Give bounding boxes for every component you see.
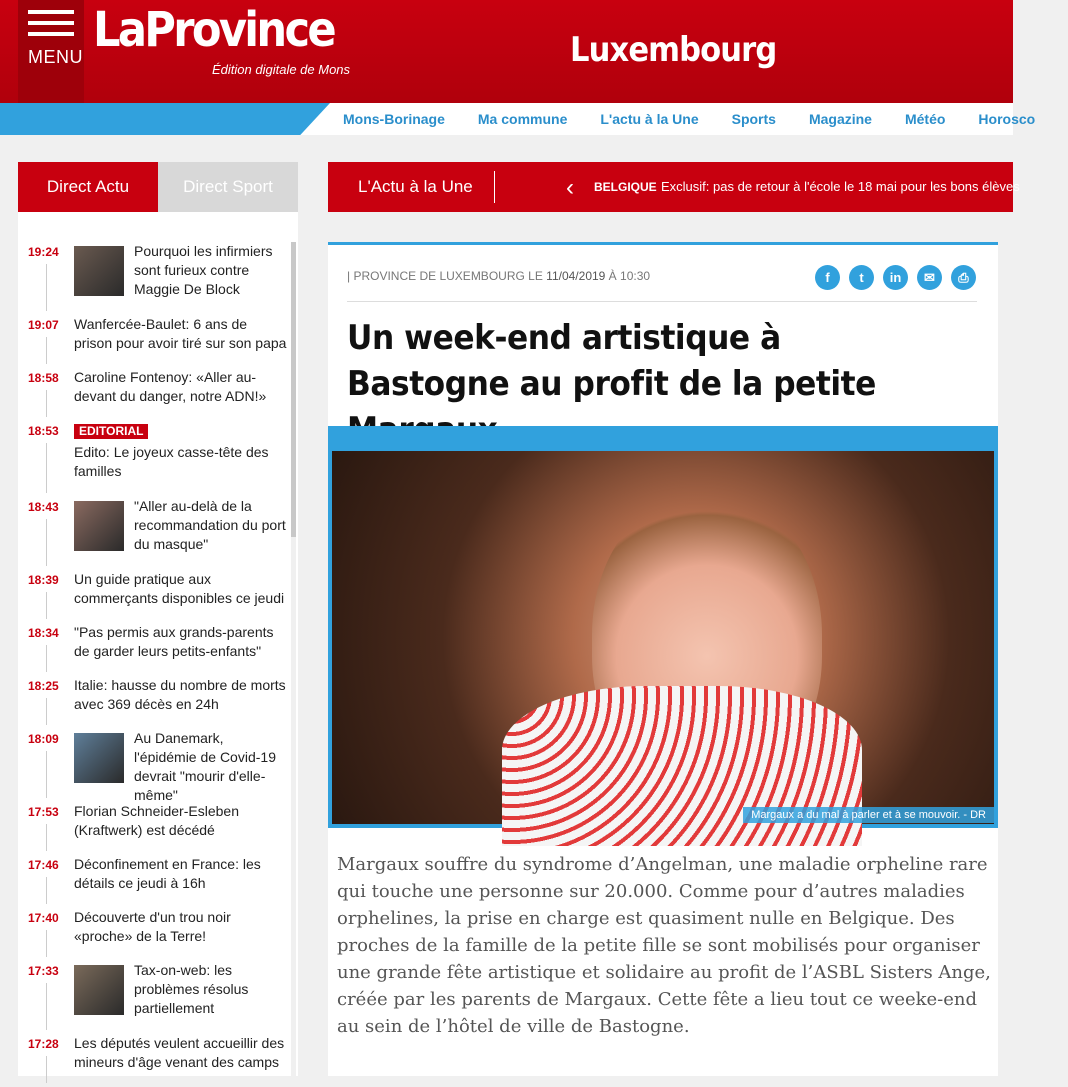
site-header	[0, 0, 1013, 103]
news-headline[interactable]: Wanfercée-Baulet: 6 ans de prison pour avoir tiré sur son papa	[74, 316, 287, 351]
news-thumbnail[interactable]	[74, 246, 124, 296]
list-item[interactable]	[18, 729, 288, 802]
list-item[interactable]	[18, 570, 288, 623]
news-headline[interactable]: Edito: Le joyeux casse-tête des familles	[74, 444, 269, 479]
article	[328, 242, 998, 1076]
nav-item[interactable]: L'actu à la Une	[600, 111, 699, 127]
live-news-panel	[18, 162, 298, 1076]
news-body	[134, 497, 288, 570]
news-time: 18:09	[18, 729, 74, 802]
menu-button[interactable]	[18, 0, 84, 103]
news-headline[interactable]: Caroline Fontenoy: «Aller au-devant du danger, notre ADN!»	[74, 369, 267, 404]
news-list	[18, 242, 288, 1087]
list-item[interactable]	[18, 315, 288, 368]
print-icon[interactable]: ⎙	[951, 265, 976, 290]
site-logo[interactable]: LaProvince	[93, 2, 334, 58]
news-body	[74, 623, 288, 676]
share-buttons	[815, 265, 985, 290]
news-time: 17:33	[18, 961, 74, 1034]
facebook-icon[interactable]: f	[815, 265, 840, 290]
news-time: 18:53	[18, 421, 74, 497]
list-item[interactable]	[18, 623, 288, 676]
news-time: 18:34	[18, 623, 74, 676]
article-meta	[347, 269, 650, 283]
ticker-category: BELGIQUE	[594, 180, 657, 194]
meta-sep: À	[605, 269, 621, 283]
nav-item[interactable]: Mons-Borinage	[343, 111, 445, 127]
linkedin-icon[interactable]: in	[883, 265, 908, 290]
news-body	[74, 908, 288, 961]
news-body	[134, 961, 288, 1034]
news-body	[74, 1034, 288, 1087]
nav-item[interactable]: Magazine	[808, 111, 872, 127]
tab-direct-actu[interactable]: Direct Actu	[18, 162, 158, 212]
meta-date: 11/04/2019	[546, 269, 606, 283]
twitter-icon[interactable]: t	[849, 265, 874, 290]
news-headline[interactable]: "Pas permis aux grands-parents de garder leurs petits-enfants"	[74, 624, 274, 659]
news-headline[interactable]: Découverte d'un trou noir «proche» de la Terre!	[74, 909, 231, 944]
list-item[interactable]	[18, 368, 288, 421]
main-nav	[0, 103, 1036, 135]
news-time: 17:46	[18, 855, 74, 908]
list-item[interactable]	[18, 961, 288, 1034]
list-item[interactable]	[18, 242, 288, 315]
region-title: Luxembourg	[570, 30, 777, 70]
ticker-divider	[494, 171, 495, 203]
ticker-headline[interactable]: Exclusif: pas de retour à l'école le 18 mai pour les bons élèves	[661, 179, 1020, 194]
news-headline[interactable]: Au Danemark, l'épidémie de Covid-19 devrait "mourir d'elle-même"	[134, 730, 276, 803]
news-headline[interactable]: Pourquoi les infirmiers sont furieux contre Maggie De Block	[134, 243, 273, 297]
ticker-label[interactable]: L'Actu à la Une	[358, 177, 473, 196]
headline-ticker	[328, 162, 1020, 212]
chevron-left-icon[interactable]: ‹	[566, 174, 574, 201]
article-photo[interactable]	[332, 451, 994, 824]
news-body	[74, 570, 288, 623]
photo-caption: Margaux a du mal à parler et à se mouvoir. - DR	[743, 807, 994, 823]
news-time: 17:28	[18, 1034, 74, 1087]
news-headline[interactable]: Italie: hausse du nombre de morts avec 369 décès en 24h	[74, 677, 286, 712]
meta-section: | PROVINCE DE LUXEMBOURG LE	[347, 269, 547, 283]
menu-label: MENU	[28, 47, 83, 67]
news-body	[134, 729, 288, 802]
editorial-badge: EDITORIAL	[74, 424, 148, 439]
news-time: 18:39	[18, 570, 74, 623]
news-body	[74, 802, 288, 855]
scrollbar-thumb[interactable]	[291, 242, 296, 537]
article-title: Un week-end artistique à Bastogne au profit de la petite	[347, 318, 876, 404]
list-item[interactable]	[18, 497, 288, 570]
nav-item[interactable]: Ma commune	[477, 111, 568, 127]
list-item[interactable]	[18, 908, 288, 961]
news-thumbnail[interactable]	[74, 965, 124, 1015]
news-headline[interactable]: Florian Schneider-Esleben (Kraftwerk) est décédé	[74, 803, 239, 838]
nav-item[interactable]: Météo	[904, 111, 946, 127]
news-time: 17:53	[18, 802, 74, 855]
meta-time: 10:30	[620, 269, 651, 283]
live-tabs	[18, 162, 298, 212]
divider	[347, 301, 977, 302]
news-time: 18:25	[18, 676, 74, 729]
list-item[interactable]	[18, 676, 288, 729]
news-headline[interactable]: Tax-on-web: les problèmes résolus partiellement	[134, 962, 249, 1016]
nav-item[interactable]: Horosco	[978, 111, 1036, 127]
news-time: 19:07	[18, 315, 74, 368]
news-thumbnail[interactable]	[74, 501, 124, 551]
hamburger-icon	[28, 10, 74, 43]
article-lead: Margaux souffre du syndrome d’Angelman, une maladie orpheline rare qui touche une personne sur 20.000. Comme pour d’autres maladies orphelines, la prise en charge est quasiment nulle en Belgique. Des proches de la famille de la petite fille se sont mobilisés pour organiser une grande fête artistique et solidaire au profit de l’ASBL Sisters Ange, créée par les parents de Margaux. Cette fête a lieu tout ce weeke-end au sein de l’hôtel de ville de Bastogne.	[337, 854, 991, 1037]
news-thumbnail[interactable]	[74, 733, 124, 783]
news-headline[interactable]: "Aller au-delà de la recommandation du port du masque"	[134, 498, 286, 552]
tab-direct-sport[interactable]: Direct Sport	[158, 162, 298, 212]
news-time: 19:24	[18, 242, 74, 315]
nav-item[interactable]: Sports	[731, 111, 776, 127]
news-body	[74, 315, 288, 368]
news-headline[interactable]: Les députés veulent accueillir des mineurs d'âge venant des camps	[74, 1035, 285, 1070]
news-headline[interactable]: Un guide pratique aux commerçants disponibles ce jeudi	[74, 571, 285, 606]
edition-subtitle: Édition digitale de Mons	[212, 62, 351, 77]
list-item[interactable]	[18, 421, 288, 497]
news-headline[interactable]: Déconfinement en France: les détails ce jeudi à 16h	[74, 856, 261, 891]
mail-icon[interactable]: ✉	[917, 265, 942, 290]
news-body	[74, 676, 288, 729]
news-body	[74, 368, 288, 421]
news-body	[134, 242, 288, 315]
list-item[interactable]	[18, 1034, 288, 1087]
news-time: 18:43	[18, 497, 74, 570]
nav-items	[343, 111, 1068, 127]
news-body	[74, 421, 288, 497]
list-item[interactable]	[18, 855, 288, 908]
nav-accent-band	[0, 103, 330, 135]
news-time: 18:58	[18, 368, 74, 421]
news-time: 17:40	[18, 908, 74, 961]
list-item[interactable]	[18, 802, 288, 855]
news-body	[74, 855, 288, 908]
